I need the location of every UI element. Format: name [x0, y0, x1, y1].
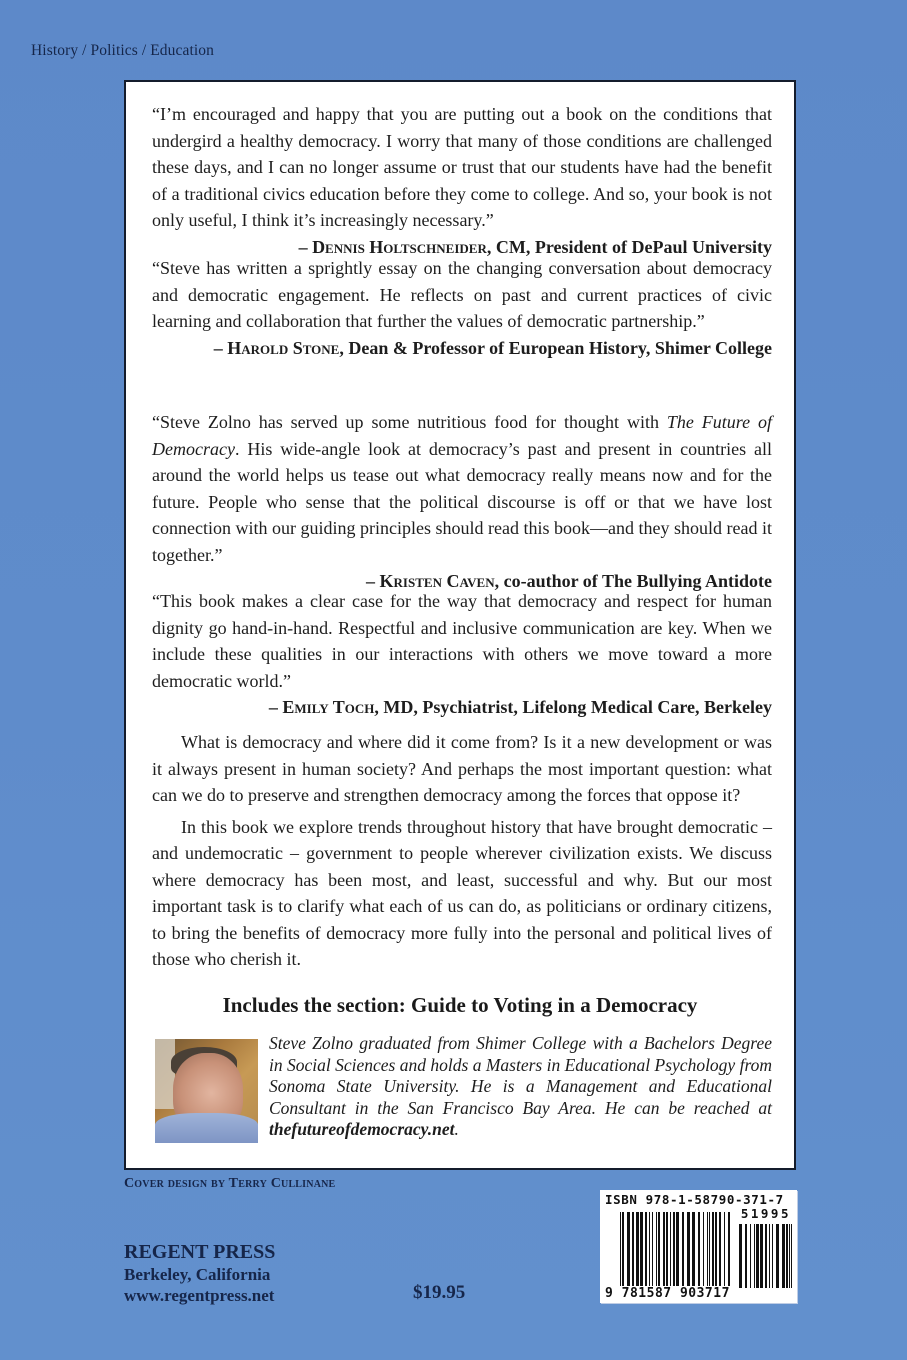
barcode-bar	[754, 1224, 755, 1288]
blurb-author-title: , Dean & Professor of European History, Shimer College	[339, 337, 772, 358]
barcode-bar	[776, 1224, 779, 1288]
price: $19.95	[413, 1282, 466, 1303]
blurb	[152, 409, 772, 595]
author-website-link[interactable]: thefutureofdemocracy.net	[269, 1119, 455, 1139]
barcode-bar	[627, 1212, 630, 1296]
cover-design-credit: Cover design by Terry Cullinane	[124, 1176, 336, 1191]
blurb-quote: “Steve has written a sprightly essay on the changing conversation about democracy and democratic engagement. He reflects on past and current practices of civic learning and collaboration that further the values of democratic partnership.”	[152, 258, 772, 331]
barcode-bar	[728, 1212, 730, 1296]
barcode-bar	[782, 1224, 785, 1288]
barcode-bar	[670, 1212, 671, 1296]
barcode-bar	[769, 1224, 770, 1288]
barcode-bar	[663, 1212, 665, 1296]
dash: –	[298, 236, 313, 257]
barcode-bar	[760, 1224, 763, 1288]
barcode-bar	[719, 1212, 721, 1296]
blurb-author: Dennis Holtschneider	[312, 236, 487, 257]
quote-text: . His wide-angle look at democracy’s past and present in countries all around the world helps us tease out what democracy really means now and for the future. People who sense that the political discourse is off or that we have lost connection with our guiding principles should read this book—and they should read it together.”	[152, 438, 772, 565]
barcode-bar	[698, 1212, 700, 1296]
barcode-bar	[620, 1212, 621, 1296]
barcode-addon-bars	[739, 1224, 795, 1288]
book-description	[152, 729, 772, 973]
barcode-bar	[692, 1212, 695, 1296]
barcode-bar	[712, 1212, 714, 1296]
barcode-bar	[666, 1212, 668, 1296]
barcode-addon-number: 51995	[740, 1206, 791, 1221]
dash: –	[366, 571, 380, 591]
blurb-author-title: , MD, Psychiatrist, Lifelong Medical Care, Berkeley	[374, 697, 772, 717]
barcode-bar	[707, 1212, 708, 1296]
barcode-bar	[656, 1212, 657, 1296]
blurb-author: Emily Toch	[282, 697, 375, 717]
barcode-bar	[640, 1212, 643, 1296]
barcode-bar	[649, 1212, 650, 1296]
barcode-bar	[745, 1224, 747, 1288]
dash: –	[268, 697, 283, 717]
blurb-author: Kristen Caven	[379, 571, 495, 591]
barcode-bar	[645, 1212, 647, 1296]
barcode-bar	[673, 1212, 675, 1296]
barcode-bar	[791, 1224, 792, 1288]
barcode-bar	[709, 1212, 710, 1296]
blurb	[152, 255, 772, 361]
barcode-bar	[703, 1212, 704, 1296]
bio-end: .	[454, 1119, 459, 1139]
category-label: History / Politics / Education	[31, 42, 214, 59]
barcode-bar	[632, 1212, 634, 1296]
blurb-quote: “I’m encouraged and happy that you are putting out a book on the conditions that undergird a healthy democracy. I worry that many of those conditions are challenged these days, and I can no longer assume or trust that our students have had the benefit of a traditional civics education before they come to college. And so, your book is not only useful, I think it’s increasingly necessary.”	[152, 104, 772, 230]
description-paragraph: What is democracy and where did it come from? Is it a new development or was it always present in human society? And perhaps the most important question: what can we do to preserve and strengthen democracy among the forces that oppose it?	[152, 732, 772, 805]
barcode-bar	[786, 1224, 788, 1288]
barcode-bar	[750, 1224, 751, 1288]
bio-text: Steve Zolno graduated from Shimer College with a Bachelors Degree in Social Sciences and holds a Masters in Educational Psychology from Sonoma State University. He is a Management and Educational Consultant in the San Francisco Bay Area. He can be reached at	[269, 1033, 772, 1118]
content-panel	[124, 80, 796, 1170]
blurb	[152, 101, 772, 260]
barcode-bar	[652, 1212, 653, 1296]
barcode-bar	[739, 1224, 742, 1288]
barcode-bar	[682, 1212, 684, 1296]
includes-heading: Includes the section: Guide to Voting in a Democracy	[222, 993, 698, 1017]
publisher-name: REGENT PRESS	[124, 1241, 276, 1263]
blurb-author: Harold Stone	[227, 337, 340, 358]
barcode-bar	[636, 1212, 639, 1296]
blurb-author-title: , co-author of The Bullying Antidote	[494, 571, 772, 591]
isbn-label: ISBN 978-1-58790-371-7	[605, 1192, 784, 1207]
blurb-quote	[152, 409, 772, 568]
barcode-bar	[765, 1224, 767, 1288]
author-bio	[269, 1033, 772, 1141]
isbn-barcode	[600, 1190, 797, 1303]
barcode-bar	[715, 1212, 717, 1296]
barcode-bar	[772, 1224, 773, 1288]
blurb-attribution	[152, 335, 772, 362]
dash: –	[213, 337, 228, 358]
barcode-bar	[756, 1224, 759, 1288]
publisher-block	[124, 1240, 275, 1306]
blurb	[152, 588, 772, 721]
quote-text: “Steve Zolno has served up some nutritious food for thought with	[152, 412, 667, 432]
author-photo	[155, 1039, 258, 1143]
blurb-quote: “This book makes a clear case for the way that democracy and respect for human dignity go hand-in-hand. Respectful and inclusive communication are key. When we include these qualities in our interactions with others we move toward a more democratic world.”	[152, 591, 772, 691]
book-title: The Future of Democracy	[152, 412, 773, 459]
barcode-bar	[789, 1224, 790, 1288]
barcode-bar	[724, 1212, 725, 1296]
blurb-attribution	[152, 694, 772, 721]
barcode-bar	[687, 1212, 690, 1296]
ean-number: 9 781587 903717	[605, 1286, 730, 1301]
publisher-website-link[interactable]: www.regentpress.net	[124, 1286, 275, 1305]
publisher-city: Berkeley, California	[124, 1265, 271, 1284]
description-paragraph: In this book we explore trends throughout history that have brought democratic – and undemocratic – government to people wherever civilization exists. We discuss where democracy has been most, and least, successful and why. But our most important task is to clarify what each of us can do, as politicians or ordinary citizens, to bring the benefits of democracy more fully into the personal and political lives of those who cherish it.	[152, 816, 772, 969]
barcode-bar	[658, 1212, 660, 1296]
barcode-main-bars	[620, 1212, 732, 1296]
barcode-bar	[676, 1212, 679, 1296]
barcode-bar	[622, 1212, 624, 1296]
blurb-author-title: , CM, President of DePaul University	[486, 236, 772, 257]
